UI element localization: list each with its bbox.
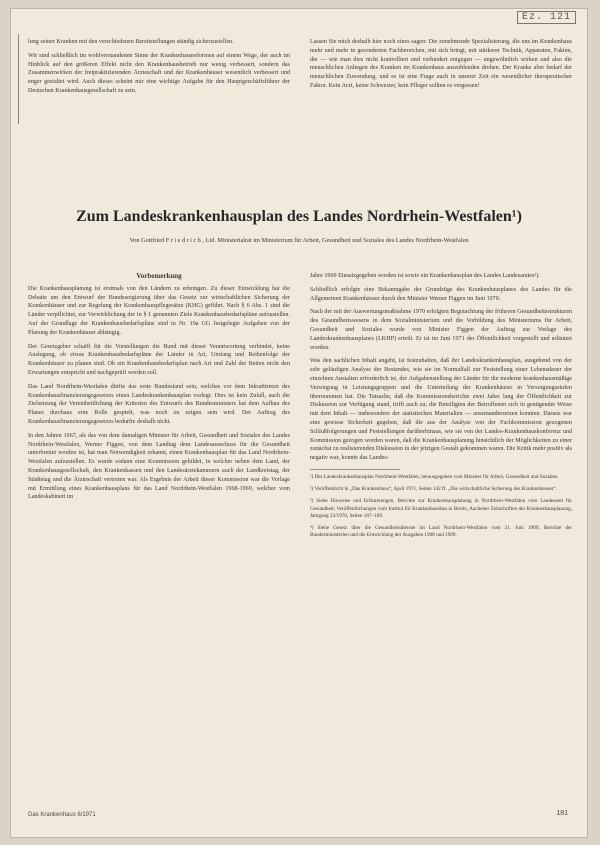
paragraph: Schließlich erfolgte eine Bekanntgabe der Grundzüge des Krankenhausplanes des Landes für die Allgemeinen Krankenhäuser durch den Minister Werner Figgen im Juni 1970. [310,286,572,302]
article-title: Zum Landeskrankenhausplan des Landes Nordrhein-Westfalen¹) [76,208,522,225]
left-column [28,272,290,507]
archive-stamp: Ez. 121 [517,11,576,24]
paragraph: Jahre 1969 Einsatzgegeben worden ist sowie ein Krankenhausplan des Landes Landesamtes²). [310,273,540,279]
section-heading: Vorbemerkung [136,272,182,280]
paragraph: Lassen Sie mich deshalb hier noch eines sagen: Die zunehmende Spezialisierung, die uns im Krankenhaus mehr und mehr in gesonderten Fachbereichen, mit sich bringt, mit stärkerer Technik, Apparaten, Fakten, die — wie man dies nicht kontrolliert und verhindert entgegen — ungewöhnlich wirken und also die menschlichen Anliegen des Kranken im Krankenhaus auszublenden drohen. Der Kranke aber bedarf der menschlichen Zuwendung, und es ist eine Frage auch in unserer Zeit ein wesentlicher therapeutischer Faktor. Kein Arzt, keine Schwester, kein Pfleger sollten es vergessen! [310,39,572,89]
byline-prefix: Von Gottfried [129,237,165,244]
margin-line [18,34,19,124]
paragraph: Die Krankenhausplanung ist erstmals von den Ländern zu erbringen. Zu dieser Entwicklung hat die Debatte um den Entwurf der Bundesregierung über das Gesetz zur wirtschaftlichen Sicherung der Krankenhäuser und zur Regelung der Krankenhauspflegesätze (KHG) geführt. Nach § 6 Abs. 1 sind die Länder verpflichtet, zur Verwirklichung der in § 1 genannten Ziele Krankenhausbedarfspläne aufzustellen. Auf der Grundlage der Krankenhausbedarfspläne sind in Nr. 19a GG festgelegte Aufgaben von der Planung der Krankenhäuser abhängig. [28,285,290,336]
byline-suffix: , Ltd. Ministerialrat im Ministerium für Arbeit, Gesundheit und Soziales des Landes Nordrhein-Westfalen [202,237,469,244]
footnote: ⁴) Siehe Gesetz über die Gesundheitsdienste im Land Nordrhein-Westfalen vom 21. Juni 1969; Berichte der Bundesministerien und die Entwicklung der Ausgaben 1968 und 1969. [310,524,572,539]
footnote: ²) Veröffentlicht in „Das Krankenhaus“, April 1971, Seiten 142 ff. „Die wirtschaftliche Sicherung des Krankenhauses“. [310,486,558,493]
right-column [310,272,572,544]
top-left-column [28,38,290,101]
footnote: ¹) Der Landeskrankenhausplan Nordrhein-Westfalen, herausgegeben vom Minister für Arbeit, Gesundheit und Soziales. [310,473,559,480]
paragraph: Das Land Nordrhein-Westfalen dürfte das erste Bundesland sein, welches vor dem Inkrafttreten des Krankenhausfinanzierungsgesetzes einen Landeskrankenhausplan vorlegt. Dies ist kein Zufall, auch die Zielsetzung der Vereinheitlichung der Kriterien des Entwurfs des Bundesministers hat dem Aufbau des Planes durchaus eine Rolle gespielt, was noch zu zeigen sein wird. Der Auftrag des Krankenhausfinanzierungsgesetzes bedurfte deshalb nicht. [28,383,290,425]
author-name: Friedrich [165,237,203,244]
byline [70,236,528,245]
page-number: 181 [556,810,568,817]
document-page [10,8,588,838]
top-right-column [310,38,572,96]
paragraph: Wir sind schließlich im wohlverstandenen Sinne der Krankenhausreformen auf einem Wege, der auch im Hinblick auf den größeren Effekt nicht den Krankenhausbetrieb nur wenig verbessert, sondern das Zusammenwirken der freipraktizierenden Ärzteschaft und der Krankenhäuser wesentlich verbessert und enger gestaltet wird. Auch dieses scheint mir eine wichtige Aufgabe für den Hauptgeschäftsführer der Deutschen Krankenhausgesellschaft zu sein. [28,52,290,94]
journal-footer: Das Krankenhaus 6/1971 [28,812,96,818]
footnote-divider [310,469,400,470]
paragraph: Der Gesetzgeber schafft für die Vorstellungen die Bund mit dieser Verantwortung verbindet, keine Auslegung, ob etwas Krankenhausbedarfspläne der Länder in Art, Umfang und Reihenfolge der Krankenhäuser zu planen sind. Ob ein Krankenhausbedarfsplan nach Art und Zahl der Betten nicht den Erwartungen entspricht und nachgeprüft werden soll. [28,343,290,376]
paragraph: Nach der mit der Auswertungsmaßnahme 1970 erfolgten Begutachtung der früheren Gesundheitsstrukturen des Gesundheitswesens in dem Sozialministerium und die Vorbildung des Ministeriums für Arbeit, Gesundheit und Soziales wurde von Minister Figgen der Auftrag zur Vorlage des Landeskrankenhausplanes (LKHP) erteilt. Er ist im Juni 1971 der Öffentlichkeit vorgestellt und erläutert worden. [310,309,572,351]
paragraph: lung seiner Kranken mit den verschiedenen Bereitstellungen ständig sicherzustellen. [28,39,234,45]
paragraph: In den Jahren 1967, als das von dem damaligen Minister für Arbeit, Gesundheit und Soziales des Landes Nordrhein-Westfalen, Werner Figgen, von dem Landtag dem Landesausschuss für die Gesundheit unterbreitet worden ist, hat man Notwendigkeit erkannt, einen Krankenhausplan für das Land Nordrhein-Westfalen aufzustellen. Es wurde sodann eine Kommission gebildet, in welcher neben dem Land, der Krankenhausgesellschaft, den Krankenkassen und den Landesärztekammern auch der Landkreistag, der Städtetag und die Ärzteschaft vertreten war. Als Ergebnis der Arbeit dieser Kommission war die Vorlage mit Ermittlung eines Krankenhausplans für das Land Nordrhein-Westfalen 1968-1969, welcher vom Landeskabinett im [28,432,290,501]
paragraph: Was den sachlichen Inhalt angeht, ist festzuhalten, daß der Landeskrankenhausplan, ausgehend von der sehr geläufigen Analyse der Bestandes, wie sie im Normalfall zur Feststellung einer Lebensdauer der einzelnen Anstalten erforderlich ist, der Aufgabenstellung der Länder für die moderne krankenhausmäßige Versorgung in Leistungsgruppen und die Unterteilung der Krankenhäuser in Versorgungsstufen übernommen hat. Die Tatsache, daß die Kommissionsberichte zwei Jahre lang der Öffentlichkeit zur Diskussion zur Verfügung stand, trifft auch zu; die Beteiligten der Betroffenen sich in genügender Weise mit dem Inhalt — insbesondere der statistischen Materialien — auseinandersetzen konnten. Daraus war eine gewisse Sicherheit gegeben, daß die aus der Analyse von der Fachkommission gezogenen Schlußfolgerungen und Feststellungen darüberhinaus, wie sie von der Landes-Krankenhauskonferenz und Kommission gezogen worden waren, daß die Krankenhausplanung hinsichtlich der Möglichkeiten zu einer zunächst zu realisierenden Diskussion in der jetzigen Gestalt gekommen waren. Die Kritik mehr positiv als negativ war, konnte das Landes- [310,358,572,462]
footnote: ³) Siehe Hinweise und Erläuterungen, Berichte zur Krankenhausplanung in Nordrhein-Westfalen vom Landesamt für Gesundheit; Veröffentlichungen vom Institut für Krankenhausbau in Berlin, Aachener Zeitschriften der Krankenhausplanung, Jahrgang 33/1970, Seiten 187–189. [310,498,572,519]
